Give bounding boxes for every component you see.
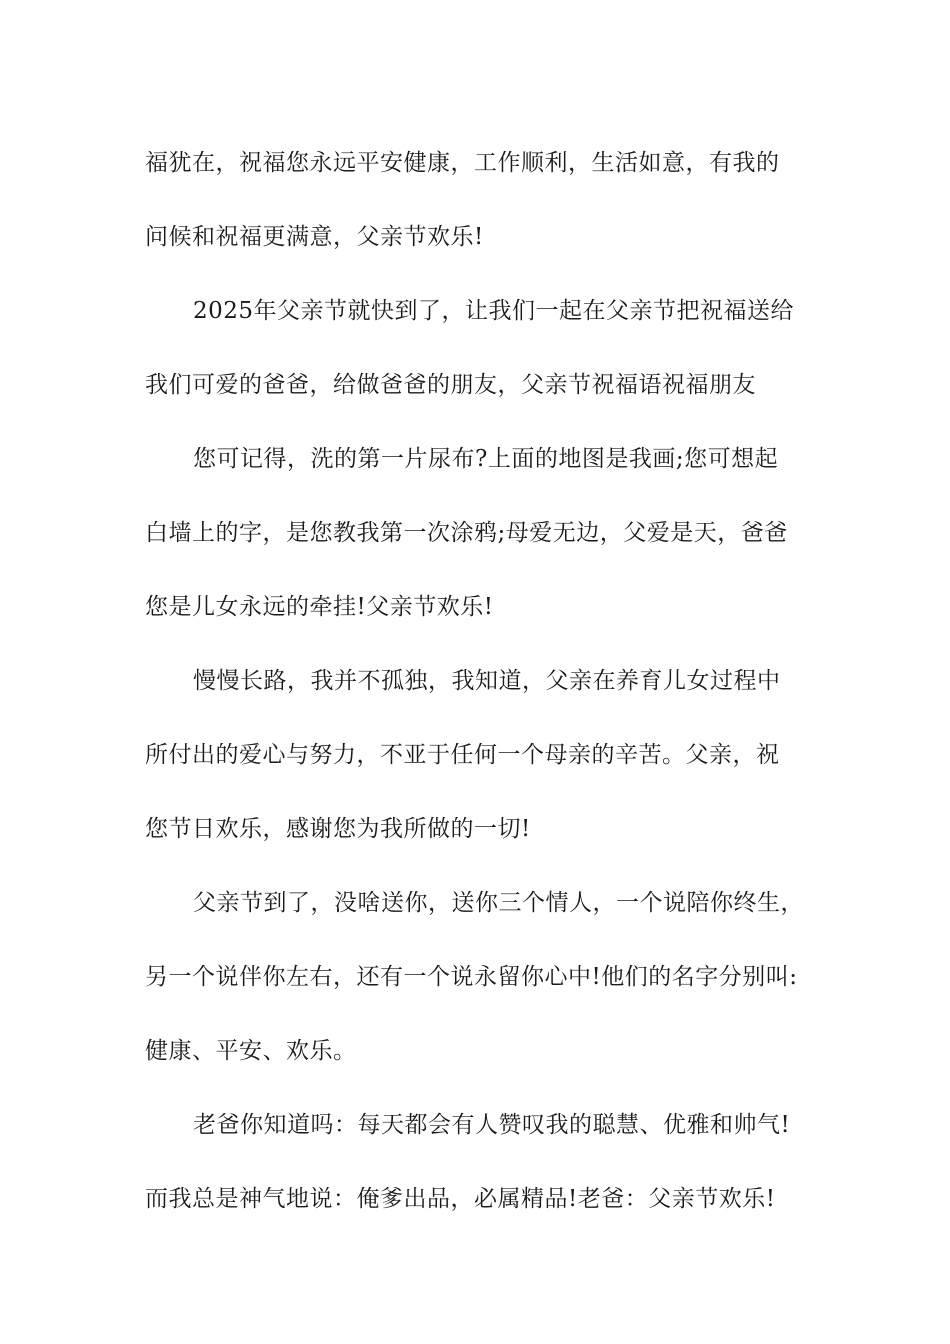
paragraph-4 xyxy=(145,644,825,866)
paragraph-line: 2025年父亲节就快到了，让我们一起在父亲节把祝福送给 xyxy=(193,298,795,324)
paragraph-3 xyxy=(145,422,825,644)
document-body xyxy=(145,126,825,1236)
paragraph-line: 老爸你知道吗：每天都会有人赞叹我的聪慧、优雅和帅气! xyxy=(193,1112,791,1138)
paragraph-line: 您是儿女永远的牵挂!父亲节欢乐! xyxy=(145,594,494,620)
paragraph-line: 福犹在，祝福您永远平安健康，工作顺利，生活如意，有我的 xyxy=(145,150,780,176)
paragraph-line: 您可记得，洗的第一片尿布?上面的地图是我画;您可想起 xyxy=(193,446,779,472)
paragraph-line: 慢慢长路，我并不孤独，我知道，父亲在养育儿女过程中 xyxy=(193,668,781,694)
paragraph-1 xyxy=(145,126,825,274)
paragraph-line: 父亲节到了，没啥送你，送你三个情人，一个说陪你终生， xyxy=(193,890,804,916)
paragraph-6 xyxy=(145,1088,825,1236)
paragraph-line: 而我总是神气地说：俺爹出品，必属精品!老爸：父亲节欢乐! xyxy=(145,1186,776,1212)
paragraph-line: 白墙上的字，是您教我第一次涂鸦;母爱无边，父爱是天，爸爸 xyxy=(145,520,788,546)
paragraph-line: 问候和祝福更满意，父亲节欢乐! xyxy=(145,224,484,250)
paragraph-line: 所付出的爱心与努力，不亚于任何一个母亲的辛苦。父亲，祝 xyxy=(145,742,780,768)
paragraph-2 xyxy=(145,274,825,422)
paragraph-5 xyxy=(145,866,825,1088)
paragraph-line: 我们可爱的爸爸，给做爸爸的朋友，父亲节祝福语祝福朋友 xyxy=(145,372,756,398)
paragraph-line: 健康、平安、欢乐。 xyxy=(145,1038,357,1064)
paragraph-line: 您节日欢乐，感谢您为我所做的一切! xyxy=(145,816,531,842)
paragraph-line: 另一个说伴你左右，还有一个说永留你心中!他们的名字分别叫: xyxy=(145,964,798,990)
